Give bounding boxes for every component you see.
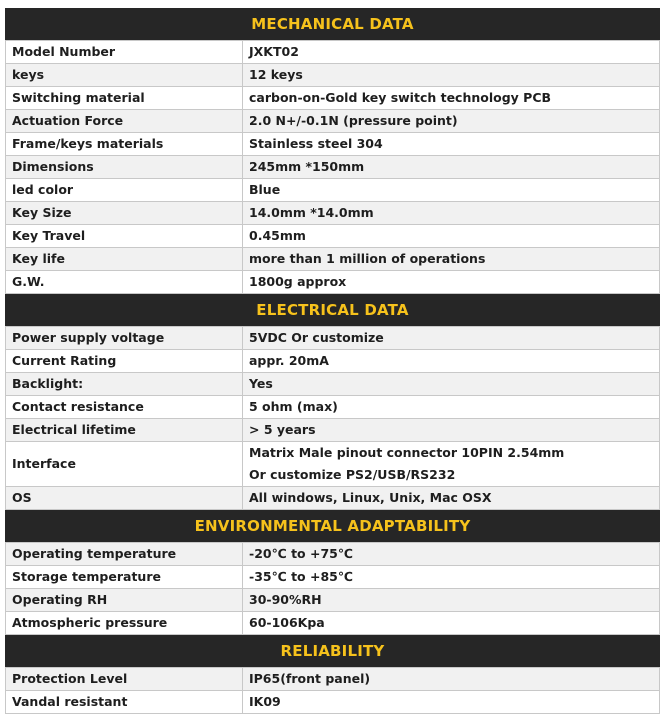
interface-line-2: Or customize PS2/USB/RS232 bbox=[249, 467, 456, 482]
table-row bbox=[6, 419, 660, 442]
row-label: Protection Level bbox=[6, 668, 243, 691]
row-label: Switching material bbox=[6, 87, 243, 110]
table-row bbox=[6, 41, 660, 64]
table-row bbox=[6, 64, 660, 87]
row-label: Backlight: bbox=[6, 373, 243, 396]
table-row bbox=[6, 179, 660, 202]
spec-sheet bbox=[5, 8, 660, 714]
row-label: led color bbox=[6, 179, 243, 202]
table-row bbox=[6, 225, 660, 248]
environmental-table bbox=[5, 542, 660, 635]
table-row bbox=[6, 691, 660, 714]
table-row bbox=[6, 543, 660, 566]
table-row bbox=[6, 248, 660, 271]
mechanical-table bbox=[5, 40, 660, 294]
table-row bbox=[6, 350, 660, 373]
table-row bbox=[6, 668, 660, 691]
row-label: Vandal resistant bbox=[6, 691, 243, 714]
table-row bbox=[6, 156, 660, 179]
row-label: Operating temperature bbox=[6, 543, 243, 566]
reliability-table bbox=[5, 667, 660, 714]
table-row bbox=[6, 110, 660, 133]
row-value: IP65(front panel) bbox=[243, 668, 660, 691]
row-value: 2.0 N+/-0.1N (pressure point) bbox=[243, 110, 660, 133]
row-value bbox=[243, 442, 660, 487]
table-row bbox=[6, 396, 660, 419]
row-label: Contact resistance bbox=[6, 396, 243, 419]
row-value: Stainless steel 304 bbox=[243, 133, 660, 156]
row-value: 12 keys bbox=[243, 64, 660, 87]
section-header-reliability: RELIABILITY bbox=[5, 635, 660, 667]
interface-line-1: Matrix Male pinout connector 10PIN 2.54mm bbox=[249, 445, 565, 460]
row-value: All windows, Linux, Unix, Mac OSX bbox=[243, 487, 660, 510]
table-row bbox=[6, 442, 660, 487]
row-label: Operating RH bbox=[6, 589, 243, 612]
row-value: 30-90%RH bbox=[243, 589, 660, 612]
row-value: -20℃ to +75℃ bbox=[243, 543, 660, 566]
row-label: Interface bbox=[6, 442, 243, 487]
row-value: IK09 bbox=[243, 691, 660, 714]
table-row bbox=[6, 202, 660, 225]
row-value: appr. 20mA bbox=[243, 350, 660, 373]
section-header-environmental: ENVIRONMENTAL ADAPTABILITY bbox=[5, 510, 660, 542]
row-value: -35℃ to +85℃ bbox=[243, 566, 660, 589]
table-row bbox=[6, 566, 660, 589]
table-row bbox=[6, 373, 660, 396]
row-label: keys bbox=[6, 64, 243, 87]
row-value: 60-106Kpa bbox=[243, 612, 660, 635]
row-value: 5VDC Or customize bbox=[243, 327, 660, 350]
row-value: > 5 years bbox=[243, 419, 660, 442]
row-label: Power supply voltage bbox=[6, 327, 243, 350]
row-label: Key Travel bbox=[6, 225, 243, 248]
row-value: 0.45mm bbox=[243, 225, 660, 248]
table-row bbox=[6, 589, 660, 612]
row-value: 245mm *150mm bbox=[243, 156, 660, 179]
row-value: more than 1 million of operations bbox=[243, 248, 660, 271]
row-value: Blue bbox=[243, 179, 660, 202]
row-label: Electrical lifetime bbox=[6, 419, 243, 442]
row-value: Yes bbox=[243, 373, 660, 396]
row-label: Frame/keys materials bbox=[6, 133, 243, 156]
table-row bbox=[6, 612, 660, 635]
row-value: 5 ohm (max) bbox=[243, 396, 660, 419]
row-label: Storage temperature bbox=[6, 566, 243, 589]
row-value: JXKT02 bbox=[243, 41, 660, 64]
table-row bbox=[6, 487, 660, 510]
row-label: G.W. bbox=[6, 271, 243, 294]
row-label: Model Number bbox=[6, 41, 243, 64]
row-value: carbon-on-Gold key switch technology PCB bbox=[243, 87, 660, 110]
row-label: Key life bbox=[6, 248, 243, 271]
row-value: 1800g approx bbox=[243, 271, 660, 294]
table-row bbox=[6, 133, 660, 156]
electrical-table bbox=[5, 326, 660, 510]
row-label: Key Size bbox=[6, 202, 243, 225]
row-label: Dimensions bbox=[6, 156, 243, 179]
row-label: Atmospheric pressure bbox=[6, 612, 243, 635]
table-row bbox=[6, 271, 660, 294]
section-header-mechanical: MECHANICAL DATA bbox=[5, 8, 660, 40]
row-label: Actuation Force bbox=[6, 110, 243, 133]
section-header-electrical: ELECTRICAL DATA bbox=[5, 294, 660, 326]
table-row bbox=[6, 87, 660, 110]
row-value: 14.0mm *14.0mm bbox=[243, 202, 660, 225]
table-row bbox=[6, 327, 660, 350]
row-label: OS bbox=[6, 487, 243, 510]
row-label: Current Rating bbox=[6, 350, 243, 373]
